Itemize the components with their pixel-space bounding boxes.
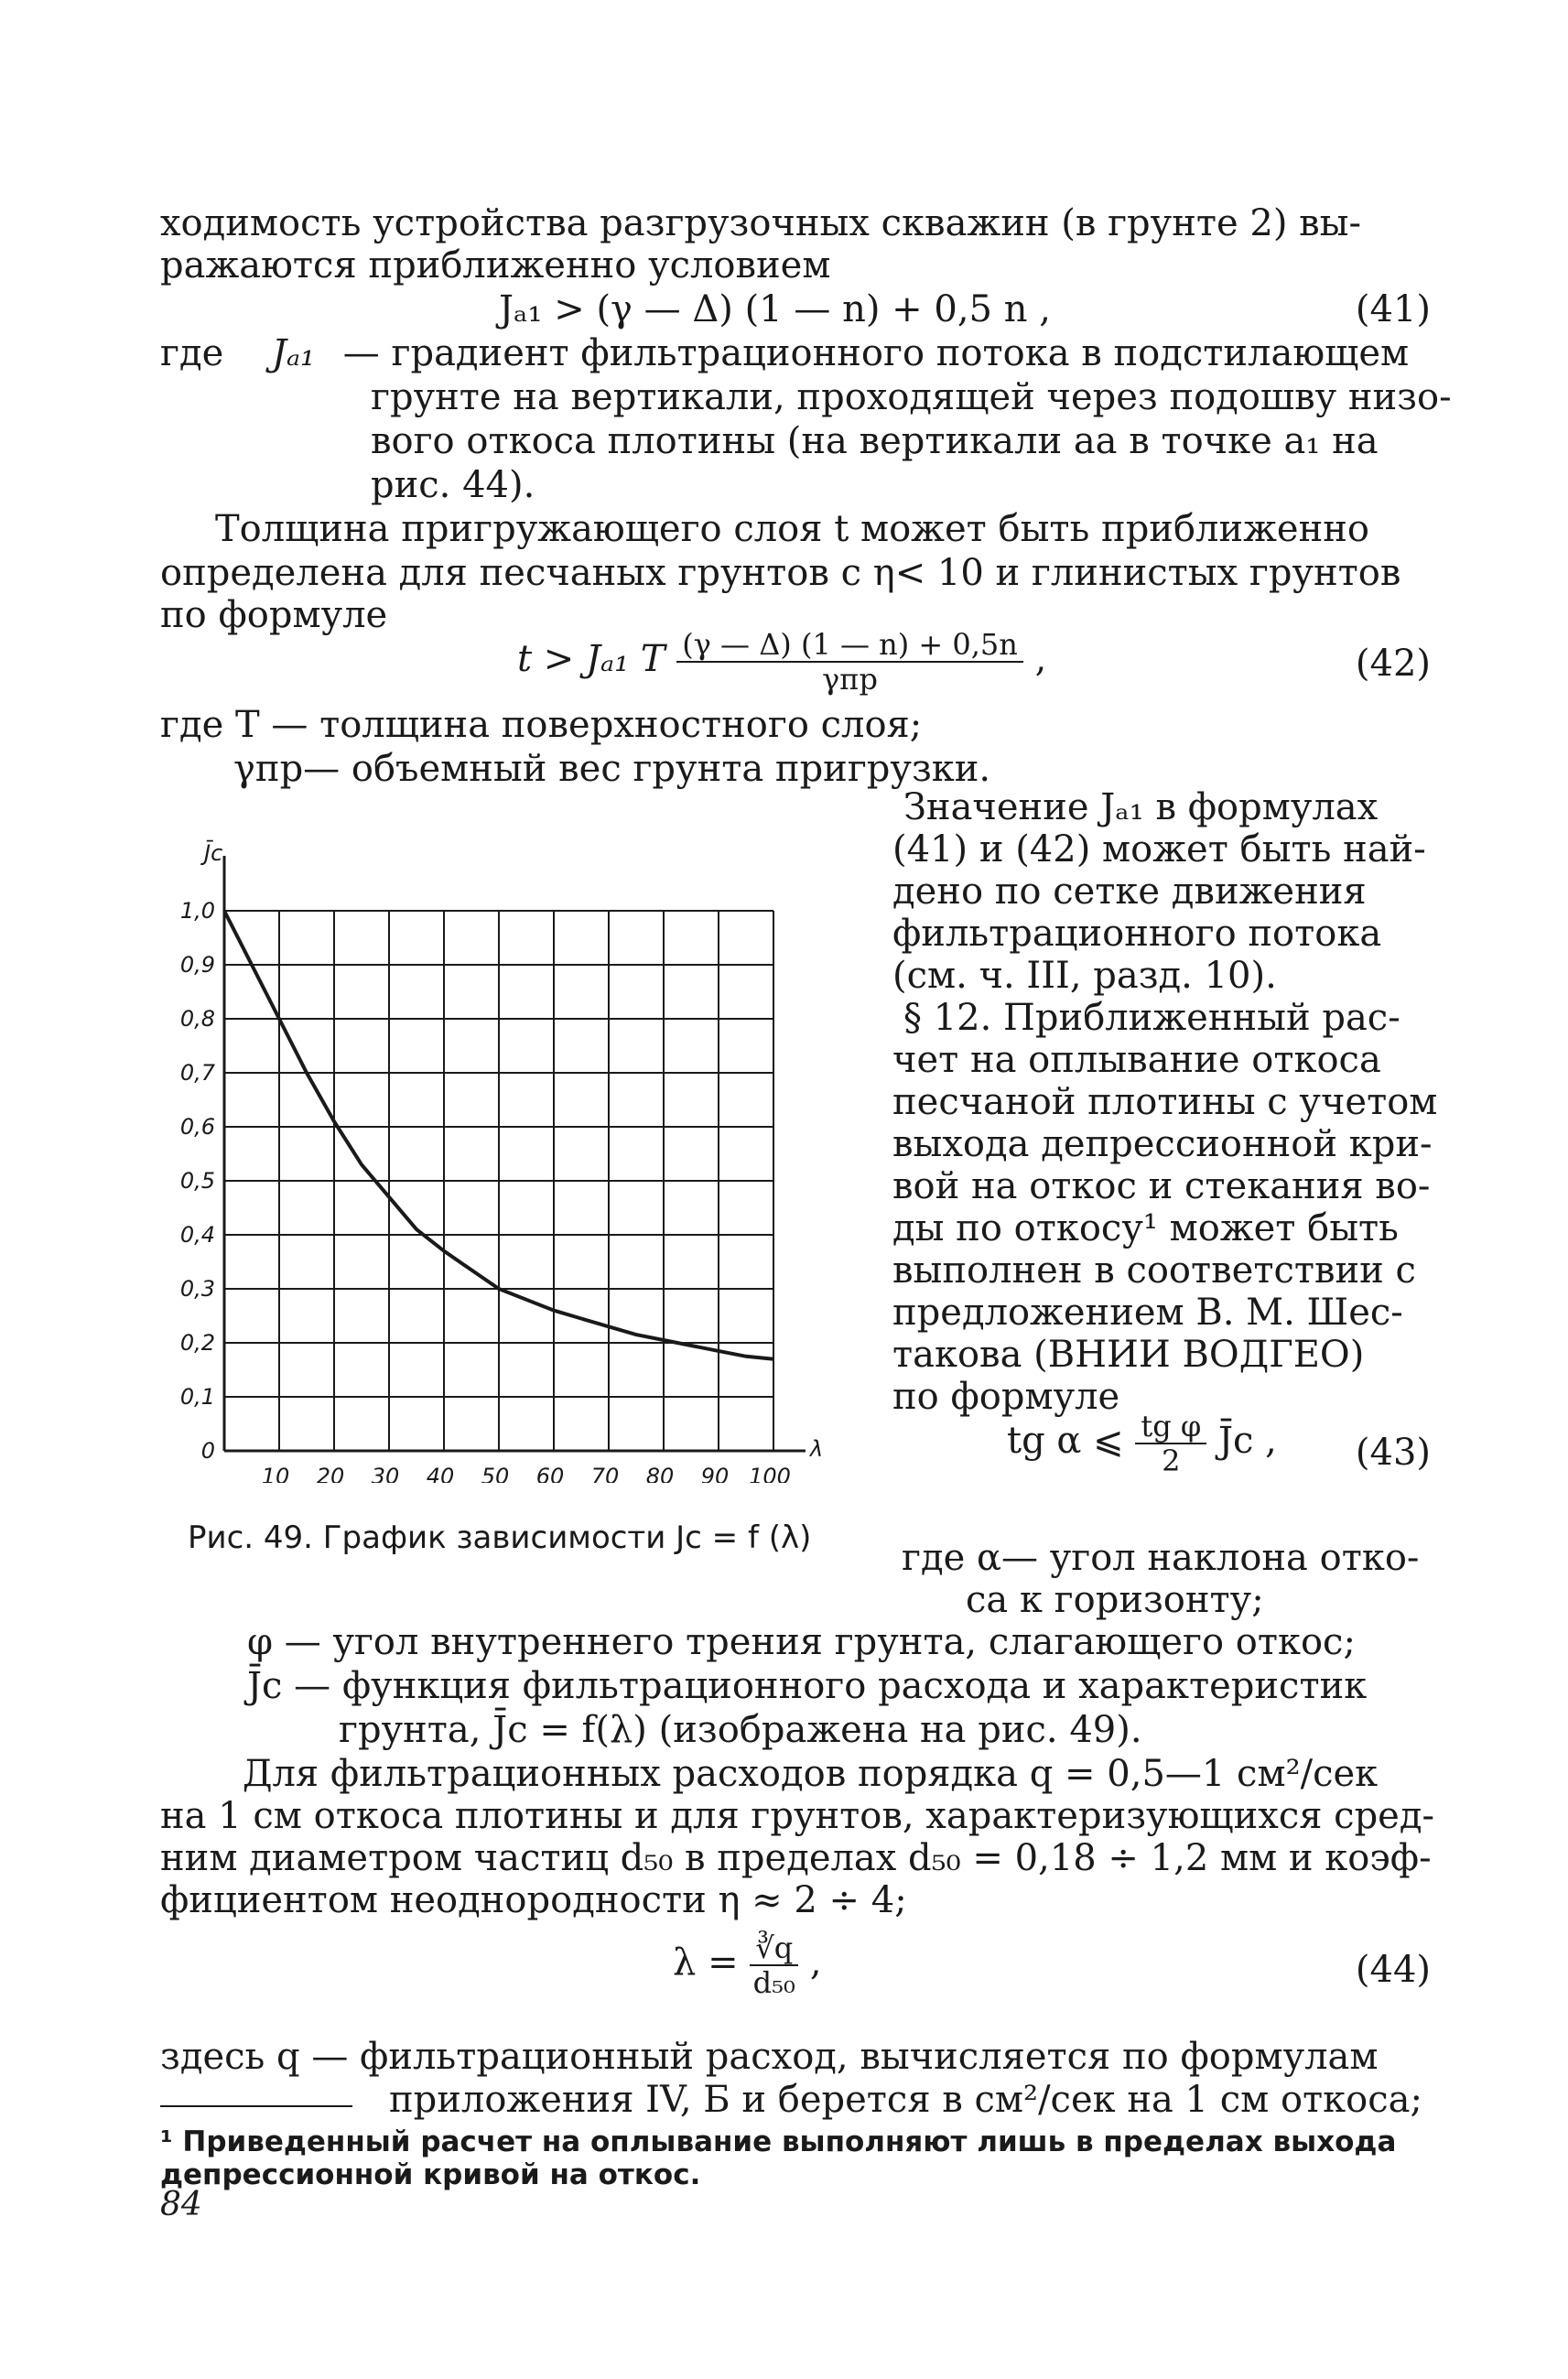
figure-caption: Рис. 49. График зависимости Jс = f (λ)	[188, 1519, 812, 1556]
y-tick-label: 0,9	[179, 952, 215, 978]
denominator: d₅₀	[752, 1965, 795, 2000]
footnote: депрессионной кривой на откос.	[160, 2158, 701, 2191]
equation-number: (43)	[1355, 1432, 1431, 1474]
x-tick-label: 10	[261, 1464, 290, 1483]
page-number: 84	[160, 2186, 202, 2223]
denominator: 2	[1162, 1444, 1181, 1478]
eq-left: tg α ⩽	[1007, 1420, 1124, 1462]
numerator: ∛q	[750, 1931, 798, 1966]
text-line	[160, 421, 1433, 461]
y-tick-label: 0,2	[179, 1330, 215, 1356]
comma: ,	[1034, 638, 1047, 680]
denominator: γпр	[822, 662, 879, 697]
eq-left: t > Jₐ₁ T	[517, 638, 665, 680]
text-line: определена для песчаных грунтов с η< 10 и глинистых грунтов	[160, 552, 1401, 594]
x-tick-label: 50	[481, 1464, 510, 1483]
text-line: φ — угол внутреннего трения грунта, слагающего откос;	[247, 1621, 1356, 1663]
fraction	[676, 628, 1023, 696]
x-tick-label: 30	[371, 1464, 400, 1483]
x-tick-label: 90	[700, 1464, 730, 1483]
equation-43	[1007, 1410, 1277, 1477]
text-line: вой на откос и стекания во-	[892, 1165, 1431, 1207]
text-line: грунта, J̄с = f(λ) (изображена на рис. 49).	[339, 1709, 1142, 1751]
text-line: по формуле	[160, 594, 388, 636]
eq-right: J̄с ,	[1218, 1420, 1277, 1462]
text-line: Значение Jₐ₁ в формулах	[903, 786, 1379, 828]
equation-42	[517, 628, 1046, 696]
text-line: са к горизонту;	[966, 1579, 1264, 1621]
x-tick-label: 100	[749, 1464, 791, 1483]
y-tick-label: 0,1	[179, 1384, 215, 1410]
comma: ,	[809, 1941, 822, 1984]
x-tick-label: 70	[590, 1464, 620, 1483]
text-line: ды по откосу¹ может быть	[892, 1207, 1399, 1249]
text-line: по формуле	[892, 1376, 1120, 1418]
fraction	[1135, 1410, 1206, 1477]
y-axis-label: J̄с	[204, 840, 223, 866]
x-tick-label: 60	[535, 1464, 565, 1483]
equation-number: (42)	[1355, 643, 1431, 685]
y-tick-label: 0	[200, 1438, 215, 1464]
text-line: ним диаметром частиц d₅₀ в пределах d₅₀ = 0,18 ÷ 1,2 мм и коэф-	[160, 1837, 1432, 1879]
text-line: фильтрационного потока	[892, 913, 1382, 955]
text-line: Для фильтрационных расходов порядка q = 0,5—1 см²/сек	[243, 1753, 1379, 1795]
text-line: ражаются приближенно условием	[160, 244, 831, 287]
numerator: tg φ	[1135, 1410, 1206, 1444]
text-line	[160, 465, 1433, 505]
definition: — градиент фильтрационного потока в подстилающем	[342, 332, 1410, 374]
definition-cont: грунте на вертикали, проходящей через подошву низо-	[371, 376, 1452, 418]
chart	[178, 806, 874, 1483]
text-line: песчаной плотины с учетом	[892, 1081, 1438, 1123]
fraction	[750, 1931, 798, 1999]
text-line: где α— угол наклона отко-	[902, 1537, 1420, 1579]
text-line: γпр— объемный вес грунта пригрузки.	[233, 748, 991, 790]
section-heading: § 12. Приближенный рас-	[903, 997, 1400, 1039]
x-tick-label: 40	[426, 1464, 455, 1483]
y-tick-label: 0,5	[179, 1168, 215, 1194]
text-line: J̄с — функция фильтрационного расхода и характеристик	[247, 1665, 1368, 1707]
definition-cont: вого откоса плотины (на вертикали aa в точке a₁ на	[371, 420, 1379, 462]
equation-number: (44)	[1355, 1949, 1431, 1991]
definition-cont: рис. 44).	[371, 464, 535, 506]
x-tick-label: 80	[645, 1464, 675, 1483]
symbol: Jₐ₁	[271, 332, 316, 374]
text-line: выполнен в соответствии с	[892, 1249, 1416, 1292]
text-line: выхода депрессионной кри-	[892, 1123, 1433, 1165]
y-tick-label: 0,7	[179, 1060, 215, 1086]
text-line: предложением В. М. Шес-	[892, 1292, 1403, 1334]
text-line: приложения IV, Б и берется в см²/сек на 1 см откоса;	[389, 2079, 1422, 2121]
chart-svg	[178, 806, 874, 1483]
text-line: ходимость устройства разгрузочных скважин (в грунте 2) вы-	[160, 202, 1362, 244]
text-line: (41) и (42) может быть най-	[892, 828, 1426, 870]
x-axis-label: λ	[810, 1436, 824, 1462]
y-tick-label: 0,8	[179, 1006, 215, 1032]
footnote: ¹ Приведенный расчет на оплывание выполняют лишь в пределах выхода	[160, 2125, 1397, 2158]
text-line: фициентом неоднородности η ≈ 2 ÷ 4;	[160, 1879, 907, 1921]
text-line	[160, 333, 1433, 373]
eq-left: λ =	[673, 1941, 739, 1984]
y-tick-label: 0,3	[179, 1276, 215, 1302]
numerator: (γ — Δ) (1 — n) + 0,5n	[676, 628, 1023, 663]
text-line: на 1 см откоса плотины и для грунтов, характеризующихся сред-	[160, 1795, 1434, 1837]
text-line: такова (ВНИИ ВОДГЕО)	[892, 1334, 1365, 1376]
where-label: где	[160, 332, 224, 374]
text-line: чет на оплывание откоса	[892, 1039, 1381, 1081]
equation-number: (41)	[1355, 288, 1431, 330]
text-line: где T — толщина поверхностного слоя;	[160, 704, 923, 746]
text-line: здесь q — фильтрационный расход, вычисляется по формулам	[160, 2036, 1379, 2078]
text-line: Толщина пригружающего слоя t может быть приближенно	[215, 508, 1369, 550]
text-line	[160, 376, 1452, 418]
y-tick-label: 1,0	[179, 898, 215, 924]
y-tick-label: 0,4	[179, 1222, 215, 1248]
equation-41: Jₐ₁ > (γ — Δ) (1 — n) + 0,5 n ,	[499, 288, 1051, 330]
x-tick-label: 20	[316, 1464, 345, 1483]
text-line: дено по сетке движения	[892, 870, 1367, 913]
equation-44	[673, 1931, 822, 1999]
text-line: (см. ч. III, разд. 10).	[892, 955, 1277, 997]
y-tick-label: 0,6	[179, 1114, 215, 1140]
